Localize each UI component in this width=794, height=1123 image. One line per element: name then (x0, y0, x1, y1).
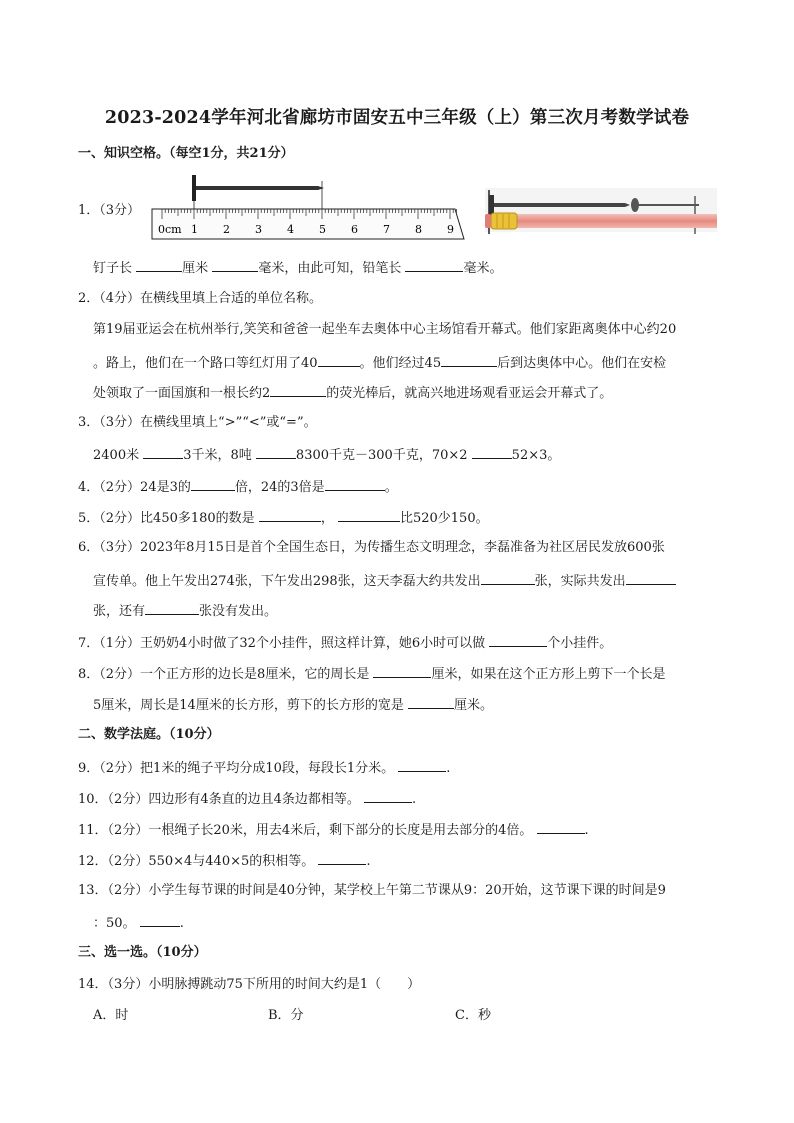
answer-blank[interactable] (256, 446, 296, 459)
question-7: 7．（1分）王奶奶4小时做了32个小挂件，照这样计算，她6小时可以做 个小挂件。 (78, 636, 613, 651)
answer-blank[interactable] (537, 821, 585, 834)
answer-blank[interactable] (212, 259, 258, 272)
section-heading-2: 二、数学法庭。（10分） (78, 727, 220, 742)
answer-blank[interactable] (405, 259, 463, 272)
answer-blank[interactable] (373, 665, 431, 678)
ruler-nail-figure (150, 173, 470, 241)
answer-blank[interactable] (489, 634, 547, 647)
question-14-head: 14．（3分）小明脉搏跳动75下所用的时间大约是1（ ） (78, 977, 421, 992)
question-12: 12．（2分）550×4与440×5的积相等。 . (78, 854, 371, 869)
nail-shaft-icon (196, 186, 324, 190)
answer-blank[interactable] (140, 914, 180, 927)
question-4: 4．（2分）24是3的 倍，24的3倍是 。 (78, 480, 398, 495)
question-1-number: 1．（3分） (78, 203, 141, 218)
question-11: 11．（2分）一根绳子长20米，用去4米后，剩下部分的长度是用去部分的4倍。 . (78, 823, 589, 838)
pencil-nail-figure (485, 176, 717, 238)
question-10: 10．（2分）四边形有4条直的边且4条边都相等。 . (78, 792, 417, 807)
ruler-tick-label: 9 (447, 223, 454, 236)
question-2-text-3: 处领取了一面国旗和一根长约2 的荧光棒后，就高兴地进场观看亚运会开幕式了。 (93, 386, 613, 401)
answer-blank[interactable] (318, 852, 366, 865)
nail-head-icon (489, 195, 494, 215)
answer-blank[interactable] (364, 790, 412, 803)
answer-blank[interactable] (481, 572, 535, 585)
answer-blank[interactable] (408, 696, 454, 709)
pencil-body (515, 214, 717, 228)
question-6-text-3: 张，还有 张没有发出。 (93, 604, 278, 619)
answer-blank[interactable] (259, 509, 321, 522)
option-a[interactable]: A．时 (93, 1008, 129, 1023)
question-3-head: 3．（3分）在横线里填上“>”“<”或“=”。 (78, 415, 317, 430)
question-2-text-1: 第19届亚运会在杭州举行,笑笑和爸爸一起坐车去奥体中心主场馆看开幕式。他们家距离奥体中心约20 (93, 322, 677, 337)
ruler-tick-label: 7 (383, 223, 390, 236)
section-heading-1: 一、知识空格。（每空1分，共21分） (78, 146, 294, 161)
question-1-answer-line: 钉子长 厘米 毫米，由此可知，铅笔长 毫米。 (93, 261, 503, 276)
answer-blank[interactable] (441, 354, 497, 367)
answer-blank[interactable] (270, 384, 326, 397)
nail-shaft-icon (494, 203, 630, 207)
ruler-tick-label: 1 (191, 223, 198, 236)
pencil-ferrule (491, 213, 517, 229)
option-b[interactable]: B．分 (268, 1008, 304, 1023)
question-8-text-1: 8．（2分）一个正方形的边长是8厘米，它的周长是 厘米，如果在这个正方形上剪下一个长是 (78, 667, 666, 682)
question-3-answer-line: 2400米 3千米，8吨 8300千克－300千克，70×2 52×3。 (93, 448, 561, 463)
question-6-text-1: 6．（3分）2023年8月15日是首个全国生态日，为传播生态文明理念，李磊准备为社区居民发放600张 (78, 540, 665, 555)
question-8-text-2: 5厘米，周长是14厘米的长方形，剪下的长方形的宽是 厘米。 (93, 698, 493, 713)
answer-blank[interactable] (338, 509, 400, 522)
pencil-eraser (485, 214, 491, 228)
answer-blank[interactable] (145, 602, 199, 615)
question-2-head: 2．（4分）在横线里填上合适的单位名称。 (78, 291, 323, 306)
answer-blank[interactable] (626, 572, 676, 585)
question-5: 5．（2分）比450多180的数是 ， 比520少150。 (78, 511, 489, 526)
ruler-tick-label: 4 (287, 223, 294, 236)
question-13-text-1: 13．（2分）小学生每节课的时间是40分钟，某学校上午第二节课从9：20开始，这节课下课的时间是9 (78, 883, 666, 898)
ruler-unit-label: 0cm (158, 223, 182, 236)
ruler-tick-label: 3 (255, 223, 262, 236)
question-13-text-2: ：50。 . (93, 916, 184, 931)
ruler-tick-label: 2 (223, 223, 230, 236)
answer-blank[interactable] (398, 759, 446, 772)
answer-blank[interactable] (191, 478, 235, 491)
question-9: 9．（2分）把1米的绳子平均分成10段，每段长1分米。 . (78, 761, 451, 776)
answer-blank[interactable] (325, 478, 385, 491)
question-2-text-2: 。路上，他们在一个路口等红灯用了40 。他们经过45 后到达奥体中心。他们在安检 (93, 356, 667, 371)
answer-blank[interactable] (136, 259, 182, 272)
answer-blank[interactable] (143, 446, 183, 459)
question-6-text-2: 宣传单。他上午发出274张，下午发出298张，这天李磊大约共发出 张，实际共发出 (93, 572, 676, 590)
ruler-tick-label: 8 (415, 223, 422, 236)
answer-blank[interactable] (318, 354, 360, 367)
exam-title: 2023-2024学年河北省廊坊市固安五中三年级（上）第三次月考数学试卷 (104, 108, 690, 128)
ruler-tick-label: 6 (351, 223, 358, 236)
section-heading-3: 三、选一选。（10分） (78, 945, 207, 960)
ruler-tick-label: 5 (319, 223, 326, 236)
answer-blank[interactable] (472, 446, 512, 459)
option-c[interactable]: C．秒 (455, 1008, 491, 1023)
